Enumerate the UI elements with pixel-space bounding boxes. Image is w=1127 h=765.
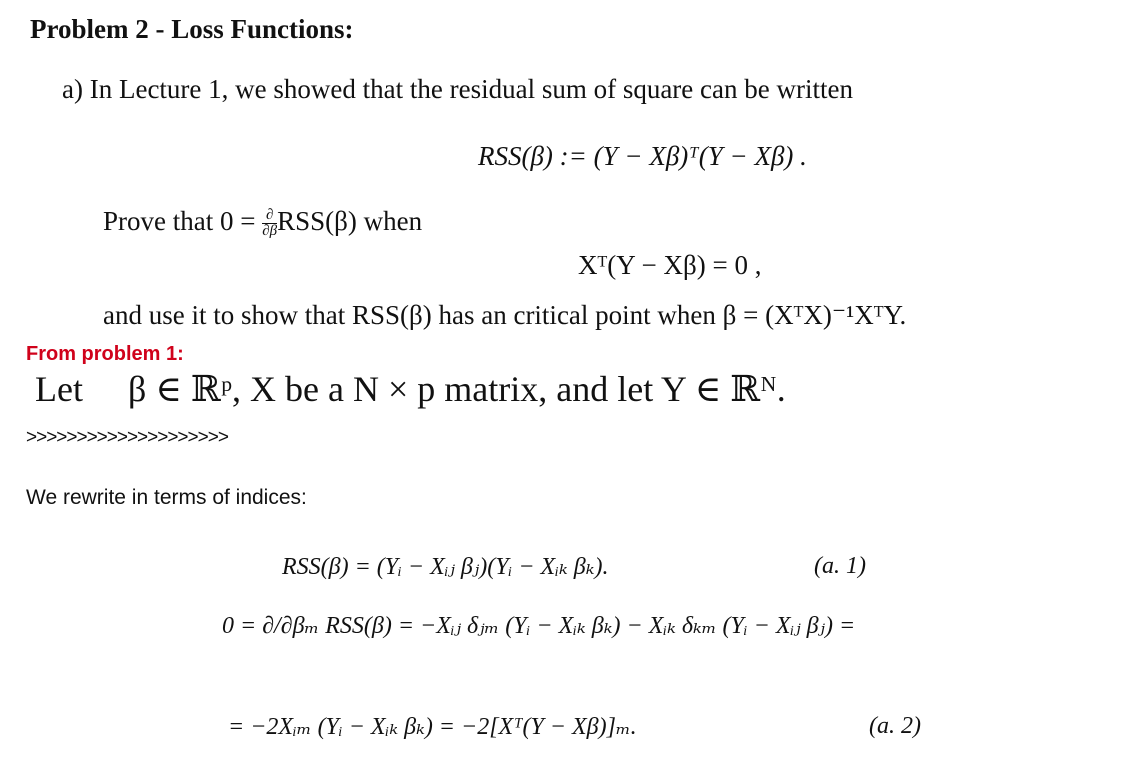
from-problem-label: From problem 1:	[26, 343, 184, 365]
normal-equation: Xᵀ(Y − Xβ) = 0 ,	[578, 250, 762, 280]
problem-heading: Problem 2 - Loss Functions:	[30, 14, 354, 44]
prove-statement	[103, 206, 422, 240]
equation-a2-line2: = −2Xᵢₘ (Yᵢ − Xᵢₖ βₖ) = −2[Xᵀ(Y − Xβ)]ₘ.	[228, 714, 637, 740]
separator-arrows: >>>>>>>>>>>>>>>>>>>>	[26, 427, 228, 448]
partial-denominator: ∂β	[262, 223, 278, 240]
equation-tag-a2: (a. 2)	[869, 713, 921, 739]
rewrite-intro: We rewrite in terms of indices:	[26, 486, 307, 509]
partial-numerator: ∂	[262, 208, 277, 225]
equation-a2-line1: 0 = ∂/∂βₘ RSS(β) = −Xᵢⱼ δⱼₘ (Yᵢ − Xᵢₖ βₖ) − Xᵢₖ δₖₘ (Yᵢ − Xᵢⱼ βⱼ) =	[222, 613, 856, 639]
equation-a1: RSS(β) = (Yᵢ − Xᵢⱼ βⱼ)(Yᵢ − Xᵢₖ βₖ).	[282, 554, 609, 580]
equation-tag-a1: (a. 1)	[814, 553, 866, 579]
partial-derivative-fraction	[262, 208, 277, 241]
part-a-statement: a) In Lecture 1, we showed that the residual sum of square can be written	[62, 74, 853, 104]
rss-definition-equation: RSS(β) := (Y − Xβ)ᵀ(Y − Xβ) .	[478, 141, 807, 171]
let-statement: Let β ∈ ℝᵖ, X be a N × p matrix, and let Y ∈ ℝᴺ.	[35, 369, 786, 409]
critical-point-statement: and use it to show that RSS(β) has an critical point when β = (XᵀX)⁻¹XᵀY.	[103, 300, 907, 330]
prove-suffix: RSS(β) when	[277, 206, 423, 236]
prove-prefix: Prove that 0 =	[103, 206, 263, 236]
